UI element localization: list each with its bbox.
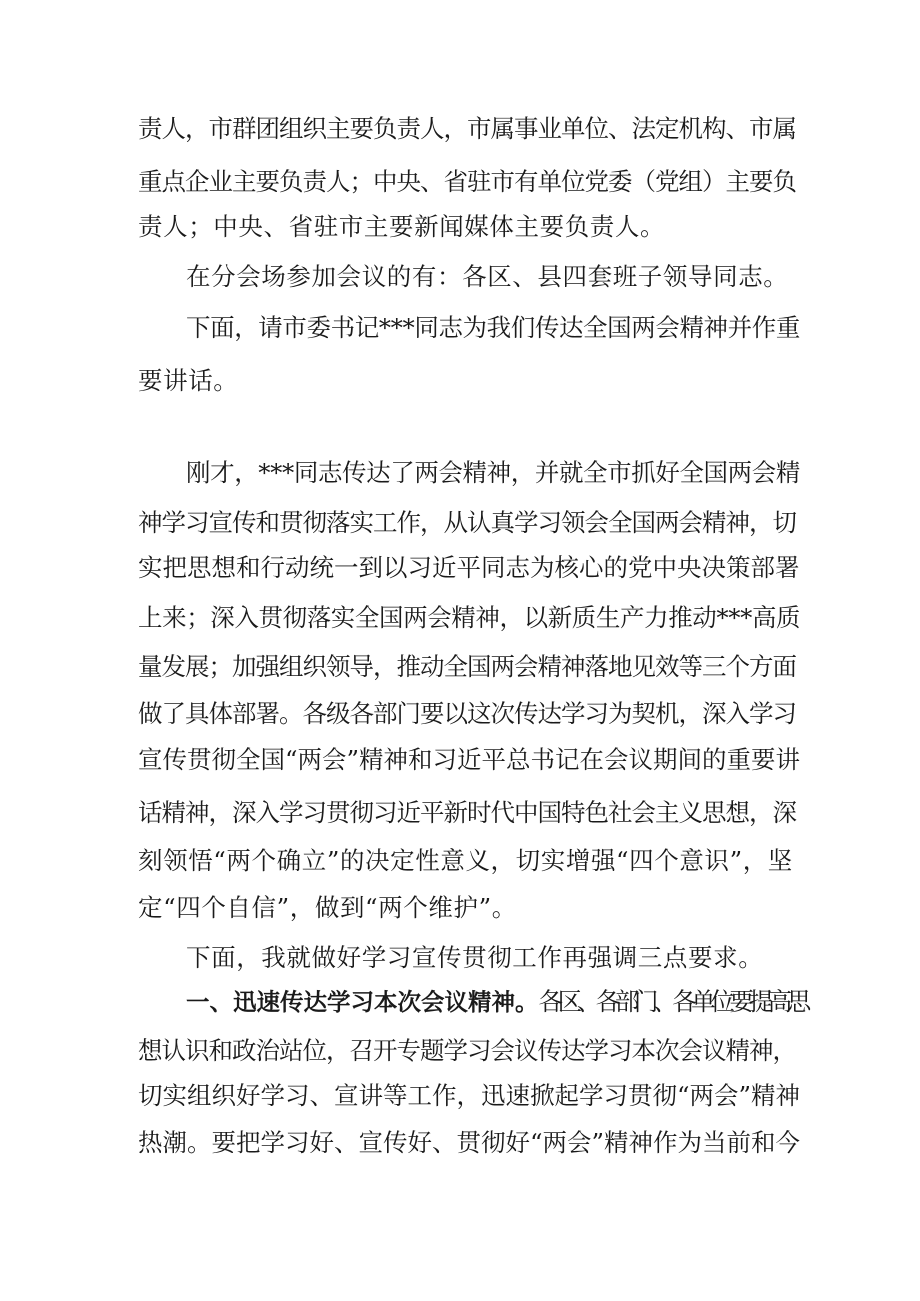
section-heading: 一、迅速传达学习本次会议精神。 [186,988,539,1016]
paragraph-line: 责人，市群团组织主要负责人，市属事业单位、法定机构、市属 [138,114,796,143]
paragraph-line: 热潮。要把学习好、宣传好、贯彻好“两会”精神作为当前和今 [138,1128,801,1157]
paragraph-line: 做了具体部署。各级各部门要以这次传达学习为契机，深入学习 [138,699,796,728]
paragraph-line: 刚才，***同志传达了两会精神，并就全市抓好全国两会精 [186,458,800,487]
paragraph-text: 各区、各部门、各单位要提高思 [538,987,806,1016]
paragraph-line: 量发展；加强组织领导，推动全国两会精神落地见效等三个方面 [138,652,796,681]
paragraph-line: 切实组织好学习、宣讲等工作，迅速掀起学习贯彻“两会”精神 [138,1081,801,1110]
paragraph-line: 神学习宣传和贯彻落实工作，从认真学习领会全国两会精神，切 [138,508,796,537]
paragraph-line: 上来；深入贯彻落实全国两会精神，以新质生产力推动***高质 [138,603,801,632]
paragraph-line: 责人；中央、省驻市主要新闻媒体主要负责人。 [138,212,666,241]
paragraph-line: 实把思想和行动统一到以习近平同志为核心的党中央决策部署 [138,553,800,582]
paragraph-line: 想认识和政治站位，召开专题学习会议传达学习本次会议精神， [138,1036,796,1065]
paragraph-line: 重点企业主要负责人；中央、省驻市有单位党委（党组）主要负 [138,167,796,196]
paragraph-line: 定“四个自信”，做到“两个维护”。 [138,893,517,922]
paragraph-line: 下面，请市委书记***同志为我们传达全国两会精神并作重 [186,313,800,342]
paragraph-line: 下面，我就做好学习宣传贯彻工作再强调三点要求。 [186,943,764,972]
paragraph-line: 话精神，深入学习贯彻习近平新时代中国特色社会主义思想，深 [138,798,796,827]
paragraph-line: 刻领悟“两个确立”的决定性意义，切实增强“四个意识”，坚 [138,846,793,875]
paragraph-line-with-heading [186,987,806,1017]
paragraph-line: 宣传贯彻全国“两会”精神和习近平总书记在会议期间的重要讲 [138,745,801,774]
paragraph-line: 要讲话。 [138,366,239,395]
paragraph-line: 在分会场参加会议的有：各区、县四套班子领导同志。 [186,262,789,291]
